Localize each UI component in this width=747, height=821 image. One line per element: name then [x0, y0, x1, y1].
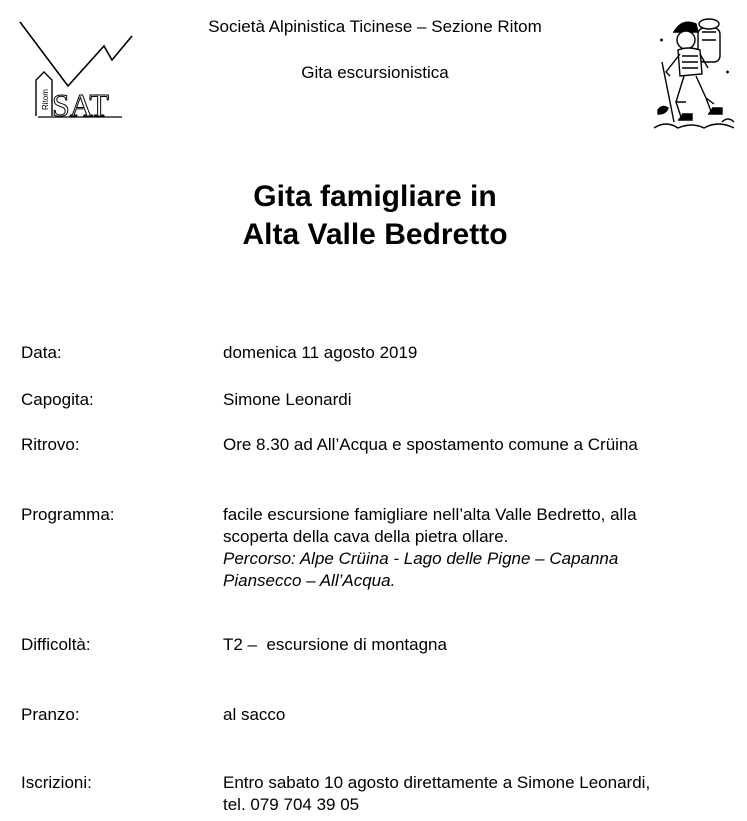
detail-value	[223, 504, 723, 592]
sat-logo-icon	[18, 18, 138, 123]
detail-label: Pranzo:	[21, 705, 80, 724]
percorso-line: Piansecco – All’Acqua.	[223, 571, 396, 590]
detail-value: al sacco	[223, 705, 286, 724]
organization-name: Società Alpinistica Ticinese – Sezione Ritom	[208, 17, 542, 36]
detail-value: Simone Leonardi	[223, 390, 352, 409]
detail-value: domenica 11 agosto 2019	[223, 343, 418, 362]
hiker-illustration-icon	[652, 10, 736, 134]
title-line-2: Alta Valle Bedretto	[242, 218, 508, 251]
document-subtitle: Gita escursionistica	[301, 63, 449, 82]
detail-label: Programma:	[21, 505, 115, 524]
iscrizioni-line: tel. 079 704 39 05	[223, 795, 360, 814]
programma-line: facile escursione famigliare nell’alta Valle Bedretto, alla	[223, 505, 637, 524]
detail-value	[223, 772, 723, 816]
logo-text: SAT	[52, 87, 109, 123]
detail-value: Ore 8.30 ad All’Acqua e spostamento comune a Crüina	[223, 435, 638, 454]
document-title	[80, 178, 670, 254]
percorso-line: Percorso: Alpe Crüina - Lago delle Pigne – Capanna	[223, 549, 619, 568]
detail-label: Difficoltà:	[21, 635, 91, 654]
detail-label: Capogita:	[21, 390, 94, 409]
detail-value: T2 – escursione di montagna	[223, 635, 447, 654]
detail-label: Iscrizioni:	[21, 773, 92, 792]
detail-label: Data:	[21, 343, 62, 362]
title-line-1: Gita famigliare in	[253, 180, 497, 213]
detail-label: Ritrovo:	[21, 435, 80, 454]
programma-line: scoperta della cava della pietra ollare.	[223, 527, 509, 546]
logo-small-text: Ritom	[41, 89, 50, 110]
iscrizioni-line: Entro sabato 10 agosto direttamente a Simone Leonardi,	[223, 773, 651, 792]
